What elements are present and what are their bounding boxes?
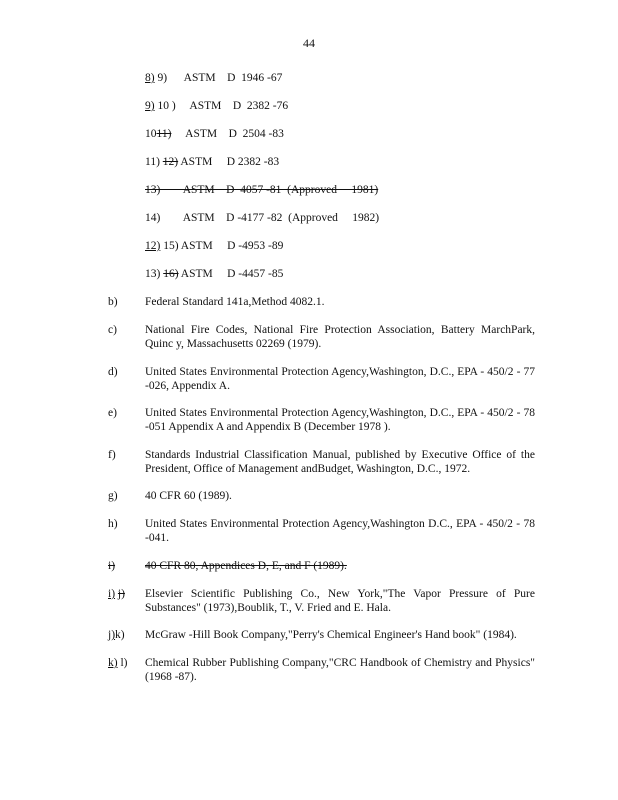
label-part: b)	[108, 296, 118, 308]
subitem-part: 13) ASTM D 4057 -81 (Approved 1981)	[145, 184, 379, 196]
label-part: f)	[108, 449, 116, 461]
reference-label	[108, 365, 118, 379]
reference-i-struck	[108, 559, 538, 573]
subitem-part: ASTM D 2504 -83	[171, 128, 284, 140]
reference-d	[108, 365, 538, 393]
subitem-2	[145, 99, 288, 113]
subitem-part: 12)	[162, 156, 179, 168]
reference-g	[108, 489, 538, 503]
subitem-4	[145, 155, 279, 169]
reference-e	[108, 406, 538, 434]
reference-b	[108, 295, 538, 309]
reference-label	[108, 295, 118, 309]
reference-k	[108, 656, 538, 684]
subitem-1	[145, 71, 282, 85]
label-part: d)	[108, 366, 118, 378]
reference-text: National Fire Codes, National Fire Protection Association, Battery MarchPark, Quinc y, Massachusetts 02269 (1979).	[145, 324, 535, 350]
label-part: h)	[108, 518, 118, 530]
label-part: e)	[108, 407, 117, 419]
subitem-8	[145, 267, 283, 281]
subitem-part: 13)	[145, 268, 164, 280]
reference-label	[108, 489, 118, 503]
subitem-3	[145, 127, 284, 141]
label-part: i)	[108, 588, 116, 600]
reference-label	[108, 628, 125, 642]
reference-text: 40 CFR 60 (1989).	[145, 490, 232, 502]
reference-label	[108, 517, 118, 531]
label-part: j)	[108, 629, 116, 641]
subitem-part: 16)	[163, 268, 179, 280]
subitem-part: ASTM D -4457 -85	[178, 268, 284, 280]
reference-text: United States Environmental Protection Agency,Washington, D.C., EPA - 450/2 - 78 -051 Appendix A and Appendix B (December 1978 ).	[145, 407, 535, 433]
subitem-part: 11)	[145, 156, 163, 168]
reference-text: Federal Standard 141a,Method 4082.1.	[145, 296, 325, 308]
subitem-part: 10 ) ASTM D 2382 -76	[154, 100, 289, 112]
subitem-part: 9)	[145, 100, 155, 112]
reference-text: United States Environmental Protection Agency,Washington D.C., EPA - 450/2 - 78 -041.	[145, 518, 535, 544]
reference-label	[108, 559, 115, 573]
subitem-5	[145, 183, 378, 197]
label-part: g)	[108, 490, 118, 502]
reference-text: Elsevier Scientific Publishing Co., New York,"The Vapor Pressure of Pure Substances" (1973),Boublik, T., V. Fried and E. Hala.	[145, 588, 535, 614]
label-part: k)	[108, 657, 118, 669]
reference-h	[108, 517, 538, 545]
subitem-part: ASTM D 2382 -83	[178, 156, 280, 168]
label-part: l)	[117, 657, 128, 669]
reference-text: McGraw -Hill Book Company,"Perry's Chemical Engineer's Hand book" (1984).	[145, 629, 517, 641]
subitem-part: 11)	[156, 128, 172, 140]
label-part: c)	[108, 324, 117, 336]
reference-label	[108, 406, 117, 420]
reference-f	[108, 448, 538, 476]
reference-text: Chemical Rubber Publishing Company,"CRC Handbook of Chemistry and Physics" (1968 -87).	[145, 657, 535, 683]
label-part: i)	[108, 560, 116, 572]
reference-label	[108, 323, 117, 337]
reference-text: United States Environmental Protection Agency,Washington, D.C., EPA - 450/2 - 77 -026, Appendix A.	[145, 366, 535, 392]
page-number: 44	[303, 36, 315, 50]
subitem-7	[145, 239, 283, 253]
reference-text: Standards Industrial Classification Manual, published by Executive Office of the President, Office of Management andBudget, Washington, D.C., 1972.	[145, 449, 535, 475]
reference-j	[108, 628, 538, 642]
subitem-part: 14) ASTM D -4177 -82 (Approved 1982)	[145, 212, 380, 224]
reference-label	[108, 587, 125, 601]
reference-label	[108, 656, 128, 670]
subitem-part: 10	[145, 128, 157, 140]
subitem-6	[145, 211, 379, 225]
reference-label	[108, 448, 116, 462]
reference-text: 40 CFR 80, Appendices D, E, and F (1989).	[145, 560, 347, 572]
reference-i	[108, 587, 538, 615]
subitem-part: 15) ASTM D -4953 -89	[160, 240, 284, 252]
reference-c	[108, 323, 538, 351]
subitem-part: 8)	[145, 72, 155, 84]
subitem-part: 12)	[145, 240, 161, 252]
label-part: j)	[117, 588, 125, 600]
label-part: k)	[115, 629, 125, 641]
subitem-part: 9) ASTM D 1946 -67	[154, 72, 283, 84]
